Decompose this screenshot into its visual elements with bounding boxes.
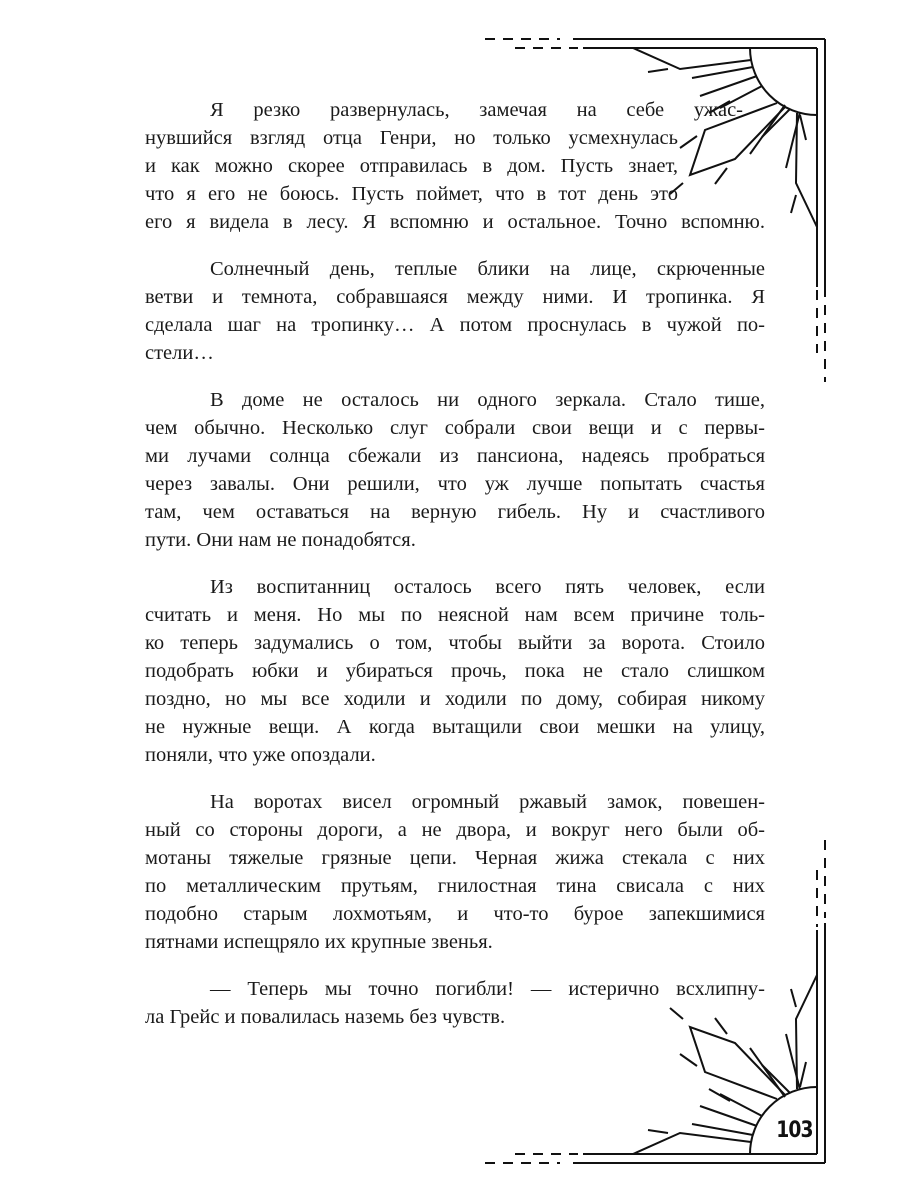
text-line: его я видела в лесу. Я вспомню и остальное. Точно вспомню. <box>145 211 765 233</box>
paragraph <box>145 255 765 367</box>
text-line: подобрать юбки и убираться прочь, пока не стало слишком <box>145 660 765 682</box>
body-text <box>145 96 765 1050</box>
text-line: — Теперь мы точно погибли! — истерично всхлипну- <box>210 978 765 1000</box>
text-line: ветви и темнота, собравшаяся между ними. И тропинка. Я <box>145 286 765 308</box>
paragraph <box>145 975 765 1031</box>
text-line: и как можно скорее отправилась в дом. Пусть знает, <box>145 155 678 177</box>
text-line: стели… <box>145 342 214 364</box>
page-number: 103 <box>776 1118 813 1143</box>
paragraph <box>145 788 765 956</box>
paragraph <box>145 96 765 236</box>
text-line: нувшийся взгляд отца Генри, но только усмехнулась <box>145 127 678 149</box>
text-line: подобно старым лохмотьям, и что-то бурое запекшимися <box>145 903 765 925</box>
paragraph <box>145 386 765 554</box>
text-line: На воротах висел огромный ржавый замок, повешен- <box>210 791 765 813</box>
text-line: ко теперь задумались о том, чтобы выйти за ворота. Стоило <box>145 632 765 654</box>
text-line: ла Грейс и повалилась наземь без чувств. <box>145 1006 506 1028</box>
text-line: сделала шаг на тропинку… А потом проснулась в чужой по- <box>145 314 765 336</box>
text-line: поняли, что уже опоздали. <box>145 744 376 766</box>
text-line: считать и меня. Но мы по неясной нам всем причине толь- <box>145 604 765 626</box>
text-line: по металлическим прутьям, гнилостная тина свисала с них <box>145 875 765 897</box>
text-line: через завалы. Они решили, что уж лучше попытать счастья <box>145 473 765 495</box>
text-line: мотаны тяжелые грязные цепи. Черная жижа стекала с них <box>145 847 765 869</box>
text-line: не нужные вещи. А когда вытащили свои мешки на улицу, <box>145 716 765 738</box>
text-line: Я резко развернулась, замечая на себе ужас- <box>210 99 743 121</box>
text-line: В доме не осталось ни одного зеркала. Стало тише, <box>210 389 765 411</box>
text-line: там, чем оставаться на верную гибель. Ну и счастливого <box>145 501 765 523</box>
text-line: поздно, но мы все ходили и ходили по дому, собирая никому <box>145 688 765 710</box>
text-line: пятнами испещряло их крупные звенья. <box>145 931 493 953</box>
text-line: что я его не боюсь. Пусть поймет, что в тот день это <box>145 183 678 205</box>
text-line: ный со стороны дороги, а не двора, и вокруг него были об- <box>145 819 765 841</box>
text-line: Из воспитанниц осталось всего пять человек, если <box>210 576 765 598</box>
text-line: чем обычно. Несколько слуг собрали свои вещи и с первы- <box>145 417 765 439</box>
paragraph <box>145 573 765 769</box>
text-line: ми лучами солнца сбежали из пансиона, надеясь пробраться <box>145 445 765 467</box>
text-line: пути. Они нам не понадобятся. <box>145 529 416 551</box>
text-line: Солнечный день, теплые блики на лице, скрюченные <box>210 258 765 280</box>
